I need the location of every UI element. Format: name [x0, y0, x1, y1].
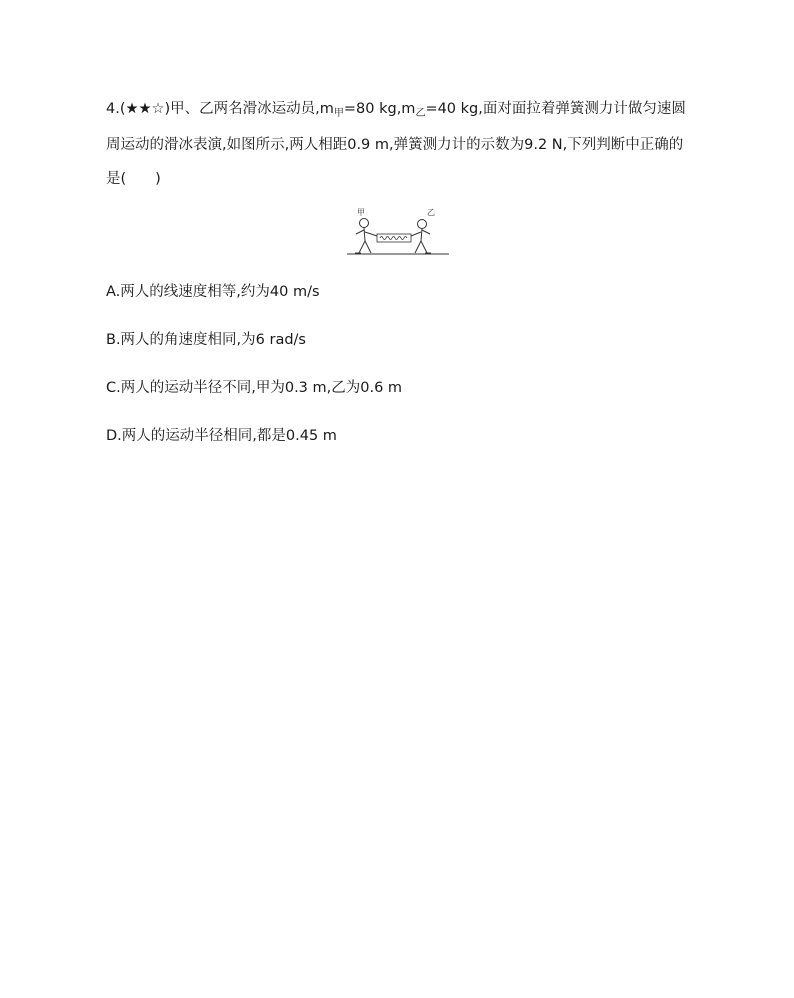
spring-scale	[377, 234, 411, 242]
option-d[interactable]: D.两人的运动半径相同,都是0.45 m	[106, 428, 337, 444]
skaters-illustration	[347, 203, 449, 259]
option-a[interactable]: A.两人的线速度相等,约为40 m/s	[106, 284, 320, 300]
subscript-yi: 乙	[415, 108, 426, 119]
option-c[interactable]: C.两人的运动半径不同,甲为0.3 m,乙为0.6 m	[106, 380, 403, 396]
skaters-figure	[347, 203, 449, 259]
label-yi: 乙	[427, 208, 435, 217]
question-text-part3: =40 kg,面对面拉着弹簧测力计做匀速圆周运动的滑冰表演,如图所示,两人相距0.9 m,弹簧测力计的示数为9.2 N,下列判断中正确的是( )	[106, 101, 686, 187]
question-number: 4.(★★☆)	[106, 101, 171, 117]
skater-yi	[411, 220, 431, 254]
question-block	[106, 92, 694, 196]
question-stem	[106, 92, 694, 196]
skater-jia	[355, 219, 377, 254]
option-b[interactable]: B.两人的角速度相同,为6 rad/s	[106, 332, 306, 348]
question-text-part1: 甲、乙两名滑冰运动员,m	[170, 101, 334, 117]
question-text-part2: =80 kg,m	[343, 101, 416, 117]
label-jia: 甲	[357, 208, 365, 217]
subscript-jia: 甲	[333, 108, 344, 119]
